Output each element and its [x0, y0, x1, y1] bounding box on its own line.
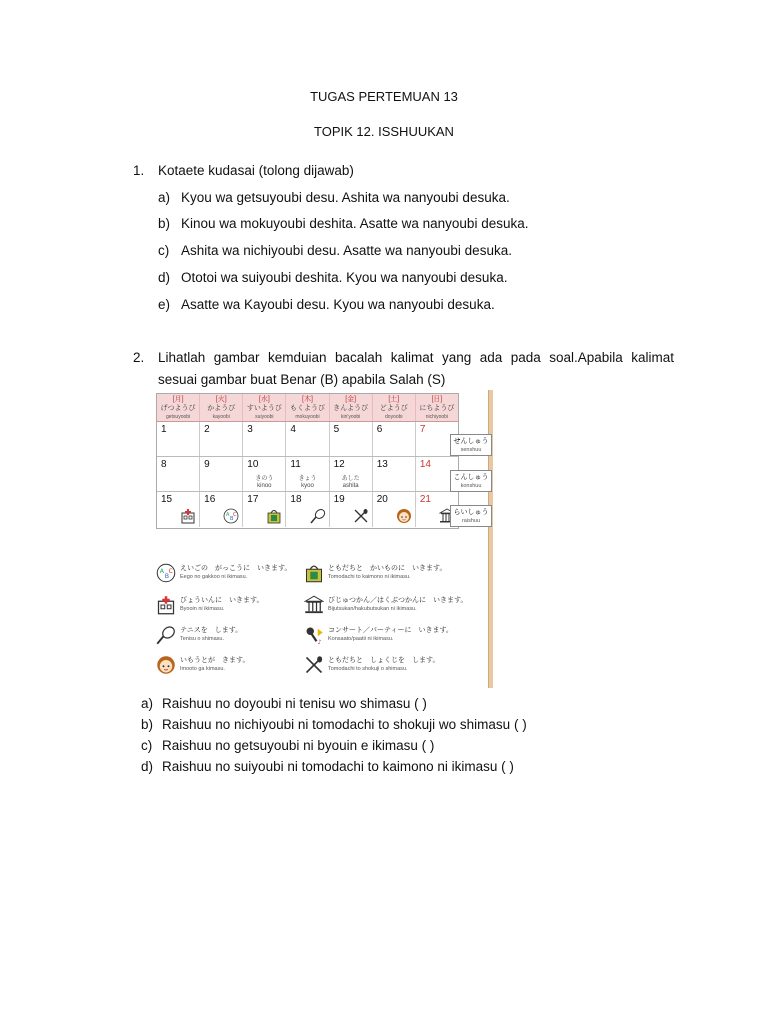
day-note [330, 476, 372, 490]
q1-item-letter: c) [158, 243, 170, 258]
day-romaji: nichiyoobi [425, 414, 449, 420]
date-number: 17 [247, 494, 259, 505]
day-romaji: kin'yoobi [340, 414, 361, 420]
shopping-bag-icon [304, 563, 324, 583]
date-cell [243, 457, 286, 491]
day-kanji: [金] [345, 396, 357, 403]
day-kana: きんようび [333, 405, 369, 412]
note-kana: きのう [255, 476, 274, 482]
calendar-week-3 [157, 492, 458, 527]
tag-romaji: raishuu [461, 518, 481, 524]
date-number: 21 [419, 494, 431, 505]
legend-item [304, 624, 464, 648]
svg-text:C: C [168, 568, 173, 575]
svg-text:B: B [230, 516, 234, 522]
q2-number: 2. [133, 350, 145, 365]
museum-icon [304, 595, 324, 615]
date-number: 4 [290, 424, 296, 435]
day-romaji: kayoobi [212, 414, 230, 420]
date-number: 12 [333, 459, 345, 470]
date-cell [373, 422, 416, 456]
q2-instruction-line2: sesuai gambar buat Benar (B) apabila Salah (S) [158, 372, 446, 387]
legend-item [156, 562, 316, 586]
date-number: 8 [161, 459, 167, 470]
day-kana: げつようび [160, 405, 196, 412]
svg-text:B: B [164, 573, 170, 580]
note-romaji: kinoo [257, 483, 272, 489]
calendar-header [157, 394, 458, 422]
microphone-icon [304, 625, 324, 645]
abc-icon [223, 508, 239, 524]
date-cell [330, 457, 373, 491]
legend-item [304, 562, 464, 586]
tag-kana: こんしゅう [453, 474, 489, 481]
legend-jp: ともだちと かいものに いきます。 [328, 565, 447, 572]
day-header [286, 394, 329, 421]
legend-romaji: Bijutsukan/hakubutsukan ni ikimasu. [328, 606, 417, 612]
svg-text:A: A [226, 512, 230, 518]
date-number: 9 [204, 459, 210, 470]
legend-jp: びじゅつかん／はくぶつかんに いきます。 [328, 597, 468, 604]
hospital-icon [180, 508, 196, 524]
legend-romaji: Eego no gakkoo ni ikimasu. [180, 574, 248, 580]
date-cell [373, 492, 416, 527]
q2-item-letter: b) [141, 717, 154, 732]
legend-romaji: Konsaato/paatii ni ikimasu. [328, 636, 394, 642]
legend-item [304, 594, 468, 618]
date-number: 3 [247, 424, 253, 435]
date-cell [243, 492, 286, 527]
tag-kana: せんしゅう [453, 438, 489, 445]
tag-romaji: senshuu [460, 447, 482, 453]
date-number: 13 [376, 459, 388, 470]
tag-kana: らいしゅう [453, 509, 489, 516]
legend-jp: ともだちと しょくじを します。 [328, 657, 440, 664]
note-kana: きょう [298, 476, 317, 482]
day-romaji: getsuyoobi [165, 414, 191, 420]
q2-item-text: Raishuu no nichiyoubi ni tomodachi to shokuji wo shimasu ( ) [162, 717, 527, 732]
date-number: 14 [419, 459, 431, 470]
day-kana: かようび [207, 405, 236, 412]
q1-item-text: Kyou wa getsuyoubi desu. Ashita wa nanyoubi desuka. [181, 190, 510, 205]
date-cell [157, 457, 200, 491]
q1-item-letter: a) [158, 190, 171, 205]
svg-text:C: C [233, 512, 237, 518]
week-tag [450, 434, 492, 456]
girl-face-icon [396, 508, 412, 524]
q1-item-letter: d) [158, 270, 171, 285]
q2-item-letter: a) [141, 696, 154, 711]
day-kana: どようび [379, 405, 408, 412]
q2-item-text: Raishuu no getsuyoubi ni byouin e ikimasu ( ) [162, 738, 435, 753]
day-header [243, 394, 286, 421]
q2-item-text: Raishuu no doyoubi ni tenisu wo shimasu ( ) [162, 696, 427, 711]
legend-jp: びょういんに いきます。 [180, 597, 264, 604]
q2-item-letter: c) [141, 738, 153, 753]
date-number: 1 [161, 424, 167, 435]
legend-romaji: Tomodachi to kaimono ni ikimasu. [328, 574, 411, 580]
date-number: 19 [333, 494, 345, 505]
date-cell [286, 422, 329, 456]
day-header [373, 394, 416, 421]
legend-romaji: Byooin ni ikimasu. [180, 606, 225, 612]
q2-item-letter: d) [141, 759, 154, 774]
q1-item-text: Kinou wa mokuyoubi deshita. Asatte wa nanyoubi desuka. [181, 216, 529, 231]
date-cell [286, 492, 329, 527]
legend-item [156, 654, 316, 678]
tennis-racket-icon [156, 625, 176, 645]
note-romaji: kyoo [301, 483, 314, 489]
day-kana: にちようび [419, 405, 455, 412]
day-header [330, 394, 373, 421]
calendar-table [156, 393, 459, 529]
calendar-week-2 [157, 457, 458, 492]
note-romaji: ashita [342, 483, 359, 489]
day-kanji: [土] [388, 396, 400, 403]
date-number: 20 [376, 494, 388, 505]
date-number: 16 [204, 494, 216, 505]
note-kana: あした [341, 476, 360, 482]
hospital-icon [156, 595, 176, 615]
calendar-week-1 [157, 422, 458, 457]
fork-spoon-icon [353, 508, 369, 524]
day-header [416, 394, 458, 421]
q1-item-text: Asatte wa Kayoubi desu. Kyou wa nanyoubi desuka. [181, 297, 495, 312]
day-header [157, 394, 200, 421]
calendar-picture [154, 390, 494, 688]
q1-item-letter: b) [158, 216, 171, 231]
tennis-racket-icon [310, 508, 326, 524]
day-kanji: [日] [431, 396, 443, 403]
date-number: 10 [247, 459, 259, 470]
date-number: 18 [290, 494, 302, 505]
date-number: 15 [161, 494, 173, 505]
q1-item-text: Ototoi wa suiyoubi deshita. Kyou wa nanyoubi desuka. [181, 270, 508, 285]
day-kana: もくようび [289, 405, 325, 412]
day-note [286, 476, 328, 490]
legend-item [156, 594, 316, 618]
girl-face-icon [156, 655, 176, 675]
date-number: 5 [333, 424, 340, 435]
day-romaji: doyoobi [385, 414, 403, 420]
legend-jp: いもうとが きます。 [180, 657, 250, 664]
day-kanji: [月] [172, 396, 184, 403]
day-romaji: suiyoobi [255, 414, 274, 420]
date-cell [200, 492, 243, 527]
q2-item-text: Raishuu no suiyoubi ni tomodachi to kaimono ni ikimasu ( ) [162, 759, 514, 774]
day-romaji: mokuyoobi [295, 414, 320, 420]
legend-romaji: Imooto ga kimasu. [180, 666, 225, 672]
date-cell [286, 457, 329, 491]
day-kanji: [水] [258, 396, 270, 403]
day-kana: すいようび [246, 405, 282, 412]
week-tag [450, 470, 492, 492]
legend-jp: テニスを します。 [180, 627, 243, 634]
date-cell [330, 422, 373, 456]
date-number: 6 [376, 424, 383, 435]
q1-item-letter: e) [158, 297, 171, 312]
q2-instruction-line1: Lihatlah gambar kemduian bacalah kalimat yang ada pada soal.Apabila kalimat [158, 350, 674, 365]
tag-romaji: konshuu [460, 483, 482, 489]
date-number: 11 [290, 459, 301, 470]
legend-jp: コンサート／パーティーに いきます。 [328, 627, 453, 634]
date-cell [373, 457, 416, 491]
svg-text:♪: ♪ [317, 638, 322, 645]
date-cell [200, 457, 243, 491]
page-title: TUGAS PERTEMUAN 13 [310, 89, 458, 104]
legend-item [304, 654, 464, 678]
topic-title: TOPIK 12. ISSHUUKAN [314, 124, 454, 139]
date-cell [330, 492, 373, 527]
abc-icon [156, 563, 176, 583]
svg-text:A: A [159, 568, 165, 575]
week-tag [450, 505, 492, 527]
fork-spoon-icon [304, 655, 324, 675]
legend-item [156, 624, 316, 648]
date-cell [200, 422, 243, 456]
day-header [200, 394, 243, 421]
day-kanji: [木] [302, 396, 313, 403]
legend-jp: えいごの がっこうに いきます。 [180, 565, 292, 572]
date-number: 7 [419, 424, 426, 435]
day-kanji: [火] [215, 396, 227, 403]
date-cell [157, 422, 200, 456]
date-number: 2 [204, 424, 210, 435]
shopping-bag-icon [266, 508, 282, 524]
q1-number: 1. [133, 163, 145, 178]
q1-item-text: Ashita wa nichiyoubi desu. Asatte wa nanyoubi desuka. [181, 243, 512, 258]
day-note [243, 476, 285, 490]
date-cell [157, 492, 200, 527]
legend-romaji: Tomodachi to shokuji o shimasu. [328, 666, 408, 672]
q1-instruction: Kotaete kudasai (tolong dijawab) [158, 163, 354, 178]
legend-romaji: Tenisu o shimasu. [180, 636, 225, 642]
date-cell [243, 422, 286, 456]
